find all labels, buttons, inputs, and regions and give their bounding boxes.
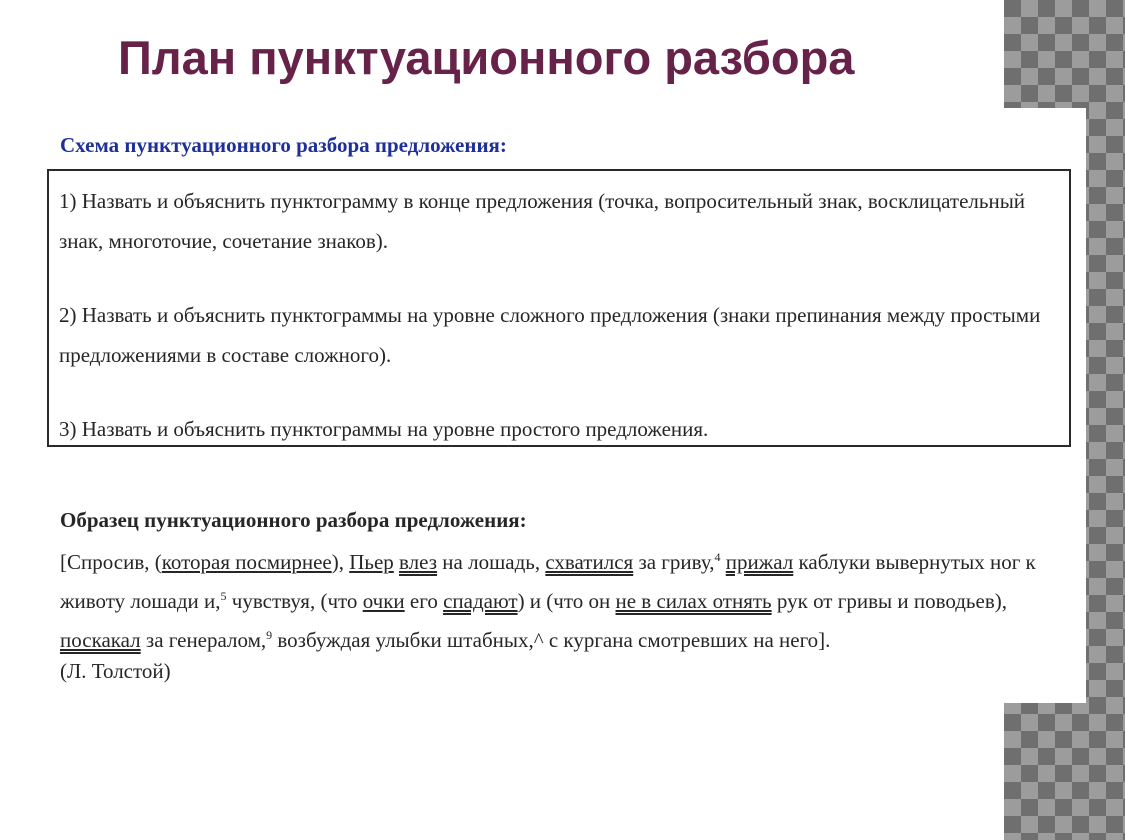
sample-text: за генералом,: [140, 628, 267, 652]
slide-title: План пунктуационного разбора: [118, 31, 855, 84]
sample-text: ),: [331, 550, 350, 574]
sample-subject: очки: [362, 589, 405, 613]
sample-sentence: [60, 543, 1086, 660]
sample-text: возбуждая улыбки штабных,^ с кургана смотревших на него].: [272, 628, 831, 652]
sample-text: на лошадь,: [437, 550, 546, 574]
sample-text: за гриву,: [633, 550, 715, 574]
sample-predicate: поскакал: [60, 628, 141, 652]
sample-text: чувствуя, (что: [226, 589, 363, 613]
sample-marker: 4: [714, 550, 721, 564]
sample-predicate: спадают: [443, 589, 518, 613]
sample-predicate: прижал: [725, 550, 794, 574]
scheme-step-1: 1) Назвать и объяснить пунктограмму в конце предложения (точка, вопросительный знак, восклицательный знак, многоточие, сочетание знаков).: [59, 189, 1026, 253]
sample-subject: Пьер: [349, 550, 394, 574]
sample-text: каблуки вывернутых ног к животу лошади и,: [60, 550, 1036, 613]
sample-text: [Спросив, (: [60, 550, 162, 574]
sample-text: ) и (что он: [517, 589, 616, 613]
sample-heading: Образец пунктуационного разбора предложения:: [60, 508, 527, 532]
sample-author: (Л. Толстой): [60, 659, 171, 683]
sample-predicate: влез: [399, 550, 438, 574]
scheme-step-2: 2) Назвать и объяснить пунктограммы на уровне сложного предложения (знаки препинания между простыми предложениями в составе сложного).: [59, 303, 1041, 367]
sample-marker: 5: [220, 589, 227, 603]
sample-text: рук от гривы и поводьев),: [771, 589, 1007, 613]
sample-predicate: схватился: [545, 550, 634, 574]
sample-underlined-text: которая посмирнее: [161, 550, 332, 574]
scheme-heading: Схема пунктуационного разбора предложения:: [60, 133, 507, 157]
scheme-step-3: 3) Назвать и объяснить пунктограммы на уровне простого предложения.: [59, 417, 709, 441]
sample-marker: 9: [266, 628, 273, 642]
sample-text: его: [404, 589, 444, 613]
sample-predicate: не в силах отнять: [615, 589, 772, 613]
scheme-steps-box: [47, 169, 1071, 447]
